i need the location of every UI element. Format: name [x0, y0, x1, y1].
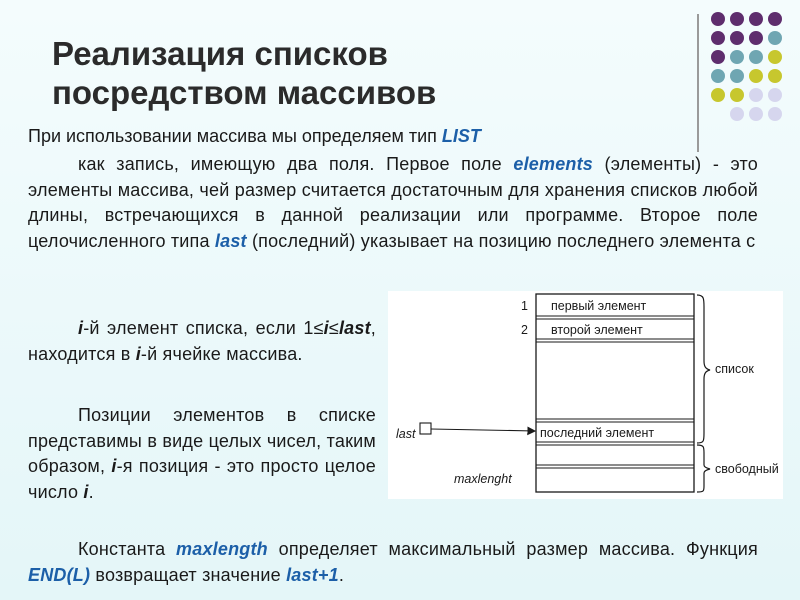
paragraph-record: как запись, имеющую два поля. Первое поле elements (элементы) - это элементы массива, чей размер считается достаточным для хранения списков любой длины, встречающихся в данной реализации или программе. Второе поле целочисленного типа last (последний) указывает на позицию последнего элемента с: [28, 154, 758, 251]
label-maxlength: maxlenght: [454, 472, 512, 486]
decor-dot: [749, 12, 763, 26]
array-diagram-svg: [388, 291, 783, 499]
decor-dot: [730, 88, 744, 102]
paragraph-ith-element: i-й элемент списка, если 1≤i≤last, находится в i-й ячейке массива.: [28, 318, 376, 364]
array-diagram: [388, 291, 783, 499]
decor-dot: [749, 50, 763, 64]
cell-first-element: первый элемент: [551, 299, 647, 313]
title-line-1: Реализация списков: [52, 35, 388, 72]
decor-dot: [730, 12, 744, 26]
brace-free: [697, 445, 710, 492]
term-last-plus-one: last+1: [286, 564, 339, 585]
cell-second-element: второй элемент: [551, 323, 643, 337]
decor-dot: [730, 31, 744, 45]
decor-dot: [730, 107, 744, 121]
decor-dot: [768, 69, 782, 83]
paragraph-intro: При использовании массива мы определяем тип LIST: [28, 126, 481, 146]
decor-dot: [711, 31, 725, 45]
term-list: LIST: [441, 126, 481, 146]
term-elements: elements: [513, 154, 594, 174]
decor-dot: [768, 50, 782, 64]
label-free: свободный: [715, 462, 779, 476]
decor-dot: [711, 69, 725, 83]
brace-list: [697, 295, 710, 443]
last-pointer-box: [420, 423, 431, 434]
decor-dot: [768, 31, 782, 45]
term-maxlength: maxlength: [176, 539, 268, 559]
decor-dot: [730, 69, 744, 83]
decor-dot: [749, 31, 763, 45]
decor-dot: [711, 88, 725, 102]
title-line-2: посредством массивов: [52, 74, 437, 111]
page-title: [52, 34, 436, 112]
decor-dot: [768, 12, 782, 26]
cell-last-element: последний элемент: [540, 426, 655, 440]
row-index-2: 2: [521, 323, 528, 337]
decor-dot: [749, 88, 763, 102]
decor-dot: [749, 69, 763, 83]
decor-dot: [768, 107, 782, 121]
decor-dot: [711, 12, 725, 26]
decor-dot: [749, 107, 763, 121]
paragraph-constant: Константа maxlength определяет максимальный размер массива. Функция END(L) возвращает значение last+1.: [28, 539, 759, 585]
term-last: last: [214, 230, 247, 251]
term-end: END(L): [28, 564, 91, 585]
label-list: список: [715, 362, 754, 376]
decor-dot: [711, 50, 725, 64]
decor-dot: [730, 50, 744, 64]
paragraph-positions: Позиции элементов в списке представимы в виде целых чисел, таким образом, i-я позиция - это просто целое число i.: [28, 405, 376, 502]
row-index-1: 1: [521, 299, 528, 313]
label-last: last: [396, 427, 416, 441]
decor-dot: [768, 88, 782, 102]
last-pointer-arrow: [431, 429, 535, 431]
